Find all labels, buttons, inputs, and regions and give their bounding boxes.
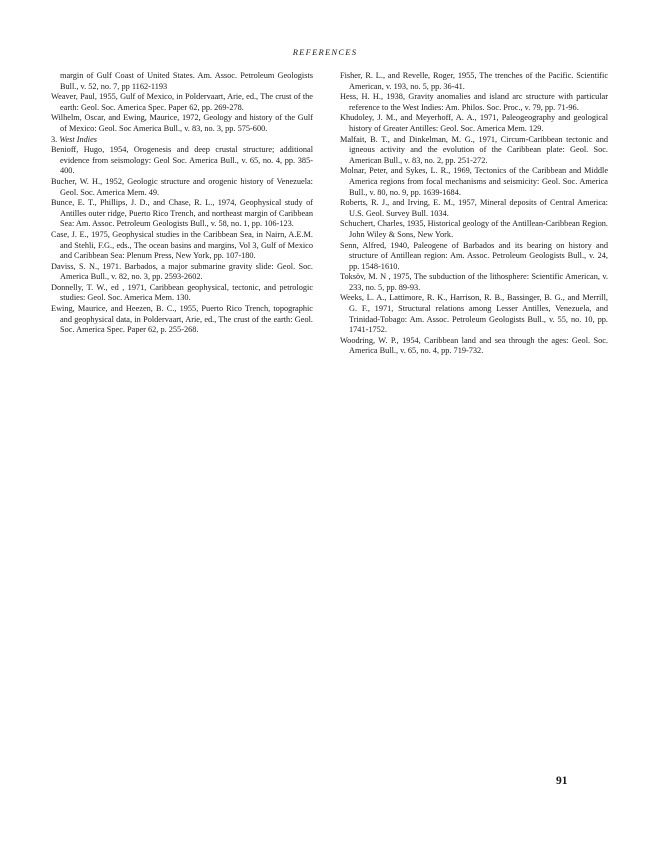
- references-left-column: [51, 71, 313, 336]
- reference-entry: Daviss, S. N., 1971. Barbados, a major submarine gravity slide: Geol. Soc. America Bull., v. 82, no. 3, pp. 2593-2602.: [51, 261, 313, 282]
- reference-entry: Woodring, W. P., 1954, Caribbean land and sea through the ages: Geol. Soc. America Bull., v. 65, no. 4, pp. 719-732.: [340, 335, 608, 356]
- reference-entry: Senn, Alfred, 1940, Paleogene of Barbados and its bearing on history and structure of Antillean region: Am. Assoc. Petroleum Geologists Bull., v. 24, pp. 1548-1610.: [340, 240, 608, 271]
- reference-entry: Case, J. E., 1975, Geophysical studies in the Caribbean Sea, in Nairn, A.E.M. and Stehli, F.G., eds., The ocean basins and margins, Vol 3, Gulf of Mexico and Caribbean Sea: Plenum Press, New York, pp. 107-180.: [51, 229, 313, 261]
- section-heading: [51, 135, 313, 146]
- section-title: West Indies: [59, 134, 98, 144]
- reference-entry: margin of Gulf Coast of United States. Am. Assoc. Petroleum Geologists Bull., v. 52, no. 7, pp 1162-1193: [60, 71, 313, 91]
- page-number: 91: [556, 775, 568, 787]
- reference-entry: Bunce, E. T., Phillips, J. D., and Chase, R. L., 1974, Geophysical study of Antilles outer ridge, Puerto Rico Trench, and northeast margin of Caribbean Sea: Am. Assoc. Petroleum Geologists Bull., v. 58, no. 1, pp. 106-123.: [51, 198, 313, 229]
- reference-entry: Wilhelm, Oscar, and Ewing, Maurice, 1972, Geology and history of the Gulf of Mexico: Geol. Soc America Bull., v. 83, no. 3, pp. 575-600.: [51, 113, 313, 133]
- reference-entry: Fisher, R. L., and Revelle, Roger, 1955, The trenches of the Pacific. Scientific American, v. 193, no. 5, pp. 36-41.: [340, 71, 608, 91]
- reference-entry: Donnelly, T. W., ed , 1971, Caribbean geophysical, tectonic, and petrologic studies: Geol. Soc. America Mem. 130.: [51, 282, 313, 303]
- reference-entry: Ewing, Maurice, and Heezen, B. C., 1955, Puerto Rico Trench, topographic and geophysical data, in Poldervaart, Arie, ed., The crust of the earth: Geol. Soc. America Spec. Paper 62, p. 255-268.: [51, 304, 313, 335]
- reference-entry: Molnar, Peter, and Sykes, L. R., 1969, Tectonics of the Caribbean and Middle America regions from focal mechanisms and seismicity: Geol. Soc. America Bull., v. 80, no. 9, pp. 1639-1684.: [340, 166, 608, 197]
- reference-entry: Weaver, Paul, 1955, Gulf of Mexico, in Poldervaart, Arie, ed., The crust of the earth: Geol. Soc. America Spec. Paper 62, pp. 269-278.: [51, 92, 313, 112]
- reference-entry: Bucher, W. H., 1952, Geologic structure and orogenic history of Venezuela: Geol. Soc. America Mem. 49.: [51, 176, 313, 197]
- reference-entry: Schuchert, Charles, 1935, Historical geology of the Antillean-Caribbean Region. John Wiley & Sons, New York.: [340, 219, 608, 239]
- references-right-column: [340, 71, 608, 357]
- page-header: REFERENCES: [292, 47, 358, 57]
- reference-entry: Roberts, R. J., and Irving, E. M., 1957, Mineral deposits of Central America: U.S. Geol. Survey Bull. 1034.: [340, 198, 608, 218]
- reference-entry: Benioff, Hugo, 1954, Orogenesis and deep crustal structure; additional evidence from seismology: Geol Soc. America Bull., v. 65, no. 4, pp. 385-400.: [51, 145, 313, 176]
- reference-entry: Malfait, B. T., and Dinkelman, M. G., 1971, Circum-Caribbean tectonic and igneous activity and the evolution of the Caribbean plate: Geol. Soc. American Bull., v. 83, no. 2, pp. 251-272.: [340, 134, 608, 165]
- reference-entry: Khudoley, J. M., and Meyerhoff, A. A., 1971, Paleogeography and geological history of Greater Antilles: Geol. Soc. America Mem. 129.: [340, 113, 608, 133]
- reference-entry: Weeks, L. A., Lattimore, R. K., Harrison, R. B., Bassinger, B. G., and Merrill, G. F., 1971, Structural relations among Lesser Antilles, Venezuela, and Trinidad-Tobago: Am. Assoc. Petroleum Geologists Bull., v. 55, no. 10, pp. 1741-1752.: [340, 293, 608, 335]
- reference-entry: Toksöv, M. N , 1975, The subduction of the lithosphere: Scientific American, v. 233, no. 5, pp. 89-93.: [340, 272, 608, 292]
- section-number: 3.: [51, 134, 58, 144]
- reference-entry: Hess, H. H., 1938, Gravity anomalies and island arc structure with particular reference to the West Indies: Am. Philos. Soc. Proc., v. 79, pp. 71-96.: [340, 92, 608, 112]
